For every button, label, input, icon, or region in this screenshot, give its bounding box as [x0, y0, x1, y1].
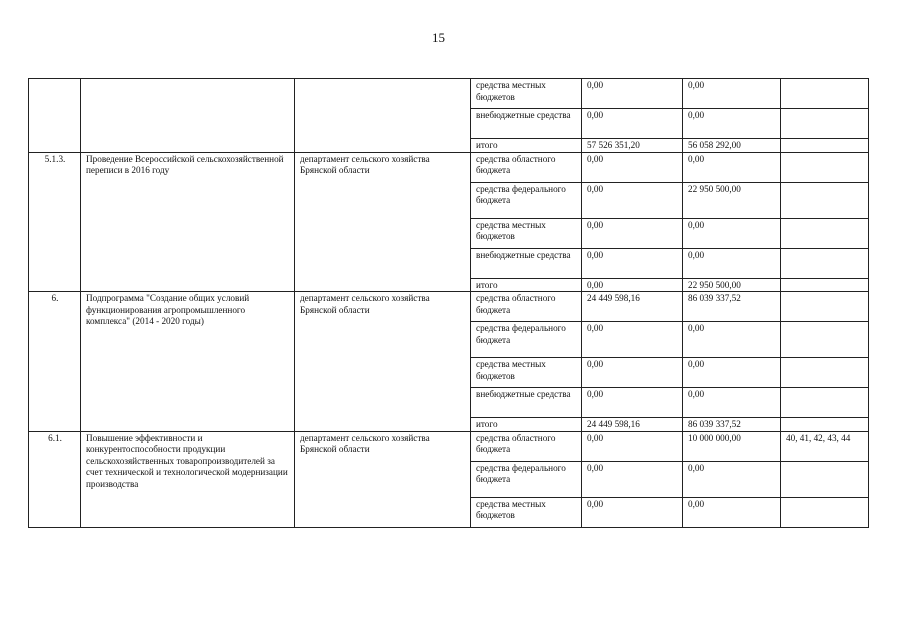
amount-cell: 0,00 [582, 388, 683, 418]
funding-source-cell: внебюджетные средства [471, 388, 582, 418]
amount-cell: 56 058 292,00 [683, 139, 781, 153]
amount-cell: 0,00 [582, 461, 683, 497]
indicator-ref-cell [781, 418, 869, 432]
amount-cell: 0,00 [683, 218, 781, 248]
amount-cell: 0,00 [683, 388, 781, 418]
funding-source-cell: средства областного бюджета [471, 152, 582, 182]
amount-cell: 0,00 [683, 461, 781, 497]
amount-cell: 0,00 [683, 109, 781, 139]
amount-cell: 0,00 [683, 497, 781, 527]
indicator-ref-cell [781, 109, 869, 139]
funding-source-cell: средства федерального бюджета [471, 182, 582, 218]
amount-cell: 0,00 [582, 358, 683, 388]
amount-cell: 0,00 [683, 358, 781, 388]
amount-cell: 0,00 [683, 248, 781, 278]
amount-cell: 0,00 [582, 278, 683, 292]
amount-cell: 24 449 598,16 [582, 292, 683, 322]
indicator-ref-cell: 40, 41, 42, 43, 44 [781, 431, 869, 461]
funding-source-cell: средства федерального бюджета [471, 322, 582, 358]
amount-cell: 0,00 [582, 109, 683, 139]
item-number-cell [29, 79, 81, 153]
funding-source-cell: средства федерального бюджета [471, 461, 582, 497]
amount-cell: 0,00 [582, 218, 683, 248]
table-row [29, 152, 869, 182]
amount-cell: 22 950 500,00 [683, 182, 781, 218]
item-name-cell: Повышение эффективности и конкурентоспособности продукции сельскохозяйственных товаропроизводителей за счет технической и технологической модернизации производства [81, 431, 295, 527]
indicator-ref-cell [781, 292, 869, 322]
amount-cell: 0,00 [582, 248, 683, 278]
amount-cell: 0,00 [582, 79, 683, 109]
amount-cell: 86 039 337,52 [683, 292, 781, 322]
funding-source-cell: средства местных бюджетов [471, 79, 582, 109]
indicator-ref-cell [781, 461, 869, 497]
indicator-ref-cell [781, 278, 869, 292]
funding-source-cell: итого [471, 418, 582, 432]
funding-source-cell: внебюджетные средства [471, 248, 582, 278]
table-row [29, 292, 869, 322]
indicator-ref-cell [781, 152, 869, 182]
amount-cell: 0,00 [683, 152, 781, 182]
indicator-ref-cell [781, 358, 869, 388]
budget-table [28, 78, 869, 528]
indicator-ref-cell [781, 497, 869, 527]
indicator-ref-cell [781, 79, 869, 109]
indicator-ref-cell [781, 388, 869, 418]
executor-cell [295, 79, 471, 153]
item-name-cell: Подпрограмма "Создание общих условий функционирования агропромышленного комплекса" (2014 - 2020 годы) [81, 292, 295, 432]
amount-cell: 86 039 337,52 [683, 418, 781, 432]
executor-cell: департамент сельского хозяйства Брянской области [295, 292, 471, 432]
funding-source-cell: средства областного бюджета [471, 431, 582, 461]
amount-cell: 0,00 [683, 322, 781, 358]
funding-source-cell: средства местных бюджетов [471, 497, 582, 527]
item-name-cell: Проведение Всероссийской сельскохозяйственной переписи в 2016 году [81, 152, 295, 292]
amount-cell: 24 449 598,16 [582, 418, 683, 432]
amount-cell: 10 000 000,00 [683, 431, 781, 461]
amount-cell: 22 950 500,00 [683, 278, 781, 292]
amount-cell: 0,00 [582, 182, 683, 218]
funding-source-cell: средства областного бюджета [471, 292, 582, 322]
amount-cell: 57 526 351,20 [582, 139, 683, 153]
funding-source-cell: средства местных бюджетов [471, 358, 582, 388]
amount-cell: 0,00 [582, 152, 683, 182]
item-number-cell: 6. [29, 292, 81, 432]
table-row [29, 431, 869, 461]
item-number-cell: 5.1.3. [29, 152, 81, 292]
amount-cell: 0,00 [582, 497, 683, 527]
page-number: 15 [432, 30, 445, 45]
executor-cell: департамент сельского хозяйства Брянской области [295, 152, 471, 292]
funding-source-cell: итого [471, 139, 582, 153]
funding-source-cell: итого [471, 278, 582, 292]
item-number-cell: 6.1. [29, 431, 81, 527]
amount-cell: 0,00 [582, 431, 683, 461]
item-name-cell [81, 79, 295, 153]
indicator-ref-cell [781, 322, 869, 358]
executor-cell: департамент сельского хозяйства Брянской области [295, 431, 471, 527]
indicator-ref-cell [781, 218, 869, 248]
funding-source-cell: внебюджетные средства [471, 109, 582, 139]
indicator-ref-cell [781, 182, 869, 218]
funding-source-cell: средства местных бюджетов [471, 218, 582, 248]
amount-cell: 0,00 [582, 322, 683, 358]
indicator-ref-cell [781, 139, 869, 153]
amount-cell: 0,00 [683, 79, 781, 109]
indicator-ref-cell [781, 248, 869, 278]
table-row [29, 79, 869, 109]
